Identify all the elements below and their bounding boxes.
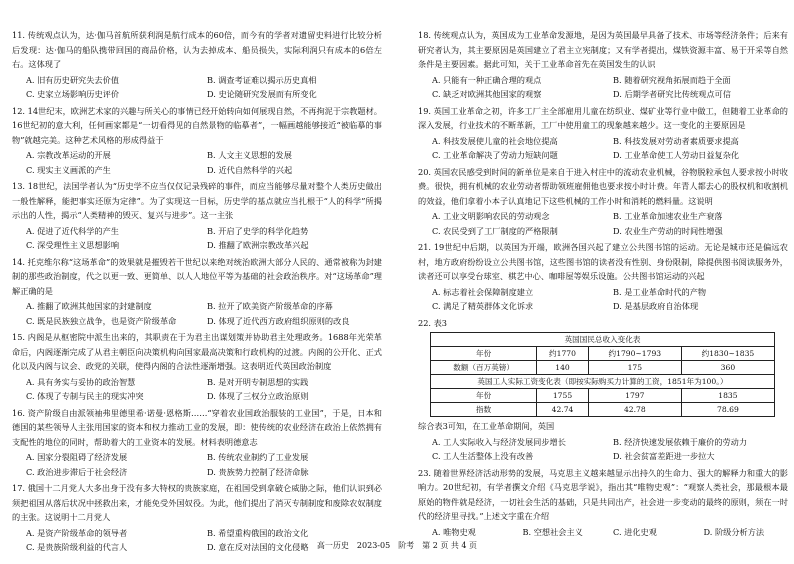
period-cell: 1755 xyxy=(537,389,589,403)
question-stem: 15. 内阁是从枢密院中派生出来的，其职责在于为君主出谋划策并协助君主处理政务。1688年光荣革命后，内阁逐渐完成了从君主朝臣向决策机构向国家最高决策和行政机构的过渡。内阁的公开化、正式化以及内阁与议会、政党的关联，使得内阁的合法性逐渐增强。这表明近代英国政治制度 xyxy=(12,332,382,371)
option: B. 空想社会主义 xyxy=(522,526,583,537)
option: C. 工业革命解决了劳动力短缺问题 xyxy=(432,150,558,160)
question-options xyxy=(26,148,382,177)
question-options xyxy=(26,73,382,102)
value-cell: 140 xyxy=(537,361,589,375)
option: D. 是基层政府自治体现 xyxy=(613,301,699,311)
option: D. 贵族势力控制了经济命脉 xyxy=(207,466,309,477)
page-footer: 高一历史 2023-05 阶考 第 2 页 共 4 页 xyxy=(316,541,478,550)
option: B. 科技发展对劳动者素质要求提高 xyxy=(613,135,739,146)
option: B. 是工业革命时代的产物 xyxy=(613,286,707,297)
option: C. 是贵族阶级利益的代言人 xyxy=(26,542,128,552)
option: A. 是资产阶级革命的领导者 xyxy=(26,527,128,538)
question-22-stem: 综合表3可知，在工业革命期间，英国 xyxy=(418,421,555,431)
question-options xyxy=(26,299,382,328)
option: B. 工业革命加速农业生产衰落 xyxy=(613,211,723,221)
option: B. 人文主义思想的发展 xyxy=(207,150,292,160)
option: D. 体现了三权分立政治原则 xyxy=(207,391,309,401)
option: C. 满足了精英群体文化诉求 xyxy=(432,301,534,311)
option: C. 现实主义画派的产生 xyxy=(26,164,111,175)
question-stem: 13. 18世纪，法国学者认为“历史学不应当仅仅记录残碎的事件，而应当能够尽量对整个人类历史做出一般性解释，能把事实还原为定律”。为了实现这一目标，历史学的基点就应当扎根于“人的科学”所揭示出的人性，揭示“人类精神的毁灭、复兴与进步”。这一主张 xyxy=(12,181,382,220)
index-cell: 42.74 xyxy=(537,403,589,417)
question-stem: 20. 英国农民感受到时间的新单位是来自于进入村庄中的流动农业机械，谷物脱粒承包人要求按小时收费。很快，拥有机械的农业劳动者帮助领班雇佣他也要求按小时计费。年青人都去心的股权机和收割机的效益，他们拿着小本子认真地记下这些机械的工作小时和消耗的燃料量。这说明 xyxy=(418,166,788,206)
option: D. 意在反对法国的文化侵略 xyxy=(207,542,309,552)
option: C. 政治进步滞后于社会经济 xyxy=(26,466,128,477)
table-caption-income: 英国国民总收入变化表 xyxy=(431,333,775,347)
period-cell: 约1830~1835 xyxy=(681,347,774,361)
option: C. 农民受到了工厂制度的严格限制 xyxy=(432,225,558,236)
option: A. 科技发展使儿童的社会地位提高 xyxy=(432,135,558,146)
option: C. 史家立场影响历史评价 xyxy=(26,89,120,99)
option: B. 传统农业制约了工业发展 xyxy=(207,452,309,462)
option: D. 工业革命使工人劳动日益复杂化 xyxy=(613,150,740,160)
question-options xyxy=(26,224,382,253)
question-options xyxy=(432,73,788,102)
option: D. 阶级分析方法 xyxy=(703,526,765,537)
table-caption-wage: 英国工人实际工资变化表（即按实际购买力计算的工资，1851年为100。） xyxy=(431,375,775,389)
option: A. 宗教改革运动的开展 xyxy=(26,150,111,160)
table-3 xyxy=(430,332,775,417)
value-cell: 360 xyxy=(681,361,774,375)
question-stem: 19. 英国工业革命之初，许多工厂主全部雇用儿童在纺织业、煤矿业等行业中做工，但随着工业革命的深入发展，行业技术的不断革新，工厂中使用童工的现象越来越少。这一变化的主要原因是 xyxy=(418,105,788,130)
option: A. 标志着社会保障制度建立 xyxy=(432,286,534,297)
question-options xyxy=(432,285,788,314)
period-cell: 约1790~1793 xyxy=(588,347,681,361)
option: B. 随着研究视角拓展而趋于全面 xyxy=(613,74,731,85)
option: A. 工人实际收入与经济发展同步增长 xyxy=(432,436,566,447)
value-cell: 175 xyxy=(588,361,681,375)
question-stem: 14. 托克维尔称“这场革命”的效果就是摧毁若干世纪以来绝对统治欧洲大部分人民的、通常被称为封建制的那些政治制度，代之以更一致、更简单、以人人地位平等为基础的社会政治秩序。对“这场革命”理解正确的是 xyxy=(12,256,382,296)
question-22-label: 22. 表3 xyxy=(418,317,448,328)
option: A. 推翻了欧洲其他国家的封建制度 xyxy=(26,301,152,311)
option: C. 缺乏对欧洲其他国家的观察 xyxy=(432,89,542,99)
period-cell: 约1770 xyxy=(537,347,589,361)
option: D. 推翻了欧洲宗教改革兴起 xyxy=(207,240,309,250)
question-23-stem: 23. 随着世界经济活动形势的发展，马克思主义越来越显示出持久的生命力、强大的解释力和重大的影响力。20世纪初，有学者撰文介绍《马克思学说》，指出其“唯物史观”：“观察人类社会，那最根本最原始的物件就是经济，一切社会生活的基础，只是共同出产，社会进一步变动的最终的原则，须在一时代的经济里寻找。”上述文字重在介绍 xyxy=(418,467,788,521)
period-cell: 1835 xyxy=(681,389,774,403)
year-label: 年份 xyxy=(431,347,537,361)
question-options xyxy=(26,375,382,404)
question-23-options xyxy=(432,525,788,540)
option: D. 社会贫富差距进一步拉大 xyxy=(613,451,715,461)
option: B. 拉开了欧美资产阶级革命的序幕 xyxy=(207,301,333,311)
option: B. 调查考证难以揭示历史真相 xyxy=(207,74,317,85)
index-cell: 42.78 xyxy=(588,403,681,417)
index-label: 指数 xyxy=(431,403,537,417)
option: D. 史论随研究发展而有所变化 xyxy=(207,89,317,99)
option: A. 国家分裂阻碍了经济发展 xyxy=(26,452,128,462)
question-stem: 16. 资产阶级自由派领袖弗里德里希·诺曼·恩格斯……“穿着农业国政治服装的工业国”，于是，日本和德国的某些领导人主张用国家的资本和权力推动工业的发展，即：使传统的农业经济在政治上依然拥有支配性的地位的同时，帮助着大的工业资本的发展。材料表明德意志 xyxy=(12,407,382,447)
left-column xyxy=(12,28,382,557)
question-stem: 11. 传统观点认为，达·伽马首航所获利润是航行成本的60倍，而今有的学者对遗留史料进行比较分析后发现：达·伽马的船队携带回国的商品价格，认为去掉成本、船员损失，实际利润只有成本的6倍左右。这体现了 xyxy=(12,30,382,69)
option: C. 深受理性主义思想影响 xyxy=(26,240,120,250)
question-options xyxy=(432,209,788,238)
option: A. 促进了近代科学的产生 xyxy=(26,225,119,236)
option: B. 希望重构俄国的政治文化 xyxy=(207,527,309,538)
question-options xyxy=(432,134,788,163)
right-column xyxy=(418,28,788,541)
year-label: 年份 xyxy=(431,389,537,403)
option: C. 既是民族独立战争，也是资产阶级革命 xyxy=(26,315,177,326)
question-22-options xyxy=(432,435,788,464)
question-options xyxy=(26,450,382,479)
period-cell: 1797 xyxy=(588,389,681,403)
question-stem: 12. 14世纪末，欧洲艺术家的兴趣与所关心的事情已经开始转向如何展现自然，不再拘泥于宗教题材。16世纪初的意大利，任何画家都是“一切看得见的自然景物的临摹者”，一幅画越能够接近“被临摹的事物”就越完美。这种艺术风格的形成得益于 xyxy=(12,105,382,145)
option: A. 唯物史观 xyxy=(432,526,476,537)
option: C. 进化史观 xyxy=(613,526,657,537)
value-label: 数额（百万英镑） xyxy=(431,361,537,375)
option: C. 体现了专制与民主的现实冲突 xyxy=(26,391,144,401)
index-cell: 78.69 xyxy=(681,403,774,417)
option: D. 近代自然科学的兴起 xyxy=(207,164,293,175)
option: D. 体现了近代西方政府组织原则的改良 xyxy=(207,315,350,326)
question-stem: 21. 19世纪中后期，以英国为开端，欧洲各国兴起了建立公共图书馆的运动。无论是城市还是偏远农村，地方政府纷纷设立公共图书馆，这些图书馆的读者没有性别、身份限制，除提供图书阅读服务外，读者还可以享受台球室、棋艺中心、咖啡屋等娱乐设施。公共图书馆运动的兴起 xyxy=(418,242,788,281)
option: C. 工人生活整体上没有改善 xyxy=(432,451,534,461)
question-stem: 17. 俄国十二月党人大多出身于没有多大特权的贵族家庭，在祖国受到拿破仑威胁之际，他们认识到必须把祖国从落后状况中拯救出来，才能免受外国奴役。为此，他们提出了消灭专制制度和废除农奴制度的主张。这说明十二月党人 xyxy=(12,483,382,522)
option: D. 农业生产劳动的时间性增强 xyxy=(613,225,723,236)
option: D. 后期学者研究比传统观点可信 xyxy=(613,89,731,99)
option: A. 只能有一种正确合理的观点 xyxy=(432,74,542,85)
option: A. 具有务实与妥协的政治智慧 xyxy=(26,376,136,387)
option: B. 是对开明专制思想的实践 xyxy=(207,376,309,387)
option: A. 旧有历史研究失去价值 xyxy=(26,74,119,85)
option: A. 工业文明影响农民的劳动观念 xyxy=(432,211,550,221)
question-stem: 18. 传统观点认为，英国成为工业革命发源地，是因为英国最早具备了技术、市场等经济条件；后来有研究者认为，其主要原因是英国建立了君主立宪制度；又有学者提出，煤铁资源丰富、易于开采等自然条件是主要因素。据此可知，关于工业革命首先在英国发生的认识 xyxy=(418,30,788,69)
option: B. 开启了史学的科学化趋势 xyxy=(207,225,309,236)
option: B. 经济快速发展依赖于廉价的劳动力 xyxy=(613,436,748,447)
